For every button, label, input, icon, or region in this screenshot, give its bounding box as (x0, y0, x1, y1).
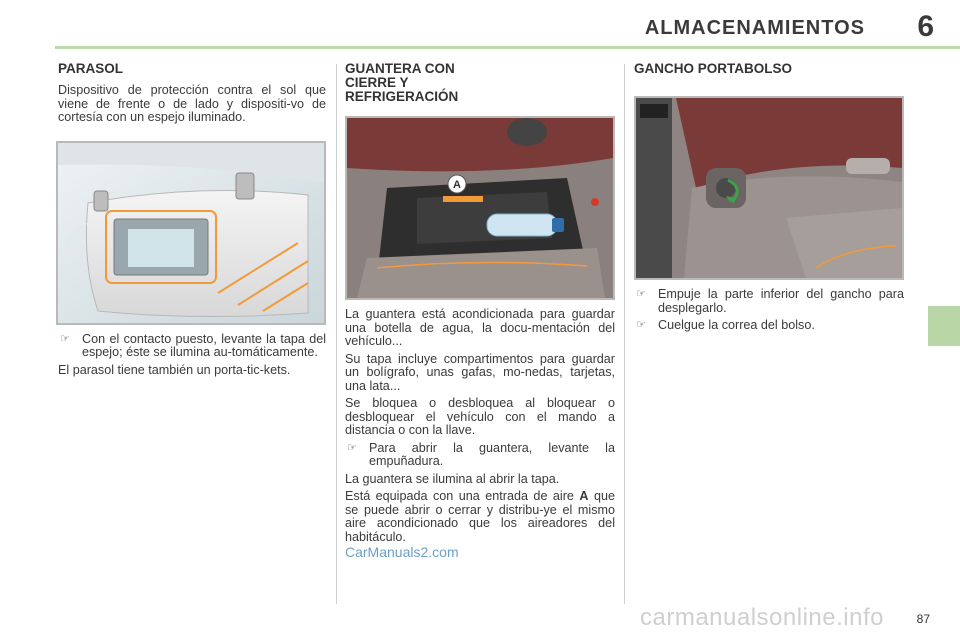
parasol-bullet: ☞ Con el contacto puesto, levante la tapa del espejo; éste se ilumina au-tomáticamente. (60, 331, 326, 359)
glovebox-p4: La guantera se ilumina al abrir la tapa. (345, 471, 560, 486)
glovebox-heading: GUANTERA CON CIERRE Y REFRIGERACIÓN (345, 61, 459, 104)
bag-hook-bullet-1: ☞ Empuje la parte inferior del gancho para desplegarlo. (636, 287, 904, 315)
bag-hook-figure (634, 96, 904, 280)
column-divider-2 (624, 64, 625, 604)
glovebox-bullet: ☞ Para abrir la guantera, levante la empuñadura. (347, 440, 615, 468)
parasol-heading: PARASOL (58, 61, 124, 76)
glovebox-p2: Su tapa incluye compartimentos para guardar un bolígrafo, unas gafas, mo-nedas, tarjetas, una lata... (345, 351, 615, 393)
glovebox-illustration (347, 118, 613, 298)
parasol-outro: El parasol tiene también un porta-tic-kets. (58, 362, 291, 377)
column-divider-1 (336, 64, 337, 604)
chapter-side-tab[interactable] (928, 306, 960, 346)
page-number: 87 (916, 612, 930, 626)
header-title: ALMACENAMIENTOS (644, 17, 865, 39)
sun-visor-figure (56, 141, 326, 325)
footer-watermark: carmanualsonline.info (640, 604, 884, 631)
glovebox-p1: La guantera está acondicionada para guardar una botella de agua, la docu-mentación del vehículo... (345, 307, 615, 348)
glovebox-section (345, 62, 615, 548)
bag-hook-heading: GANCHO PORTABOLSO (634, 61, 792, 76)
bag-hook-bullet-2: ☞ Cuelgue la correa del bolso. (636, 318, 815, 332)
parasol-section (58, 62, 326, 381)
chapter-number: 6 (917, 10, 934, 43)
glovebox-p5: Está equipada con una entrada de aire A que se puede abrir o cerrar y distribu-ye el mismo aire acondicionado que los aireadores del habitáculo. (345, 489, 616, 544)
pointing-hand-icon: ☞ (636, 288, 646, 300)
watermark-link[interactable]: CarManuals2.com (345, 544, 459, 560)
bag-hook-section (634, 62, 904, 337)
bag-hook-illustration (636, 98, 902, 278)
glovebox-figure (345, 116, 615, 300)
pointing-hand-icon: ☞ (636, 319, 646, 331)
air-inlet-label: A (453, 179, 461, 191)
glovebox-p3: Se bloquea o desbloquea al bloquear o desbloquear el vehículo con el mando a distancia o con la llave. (345, 396, 615, 437)
pointing-hand-icon: ☞ (60, 332, 70, 345)
sun-visor-illustration (58, 143, 324, 323)
header-rule (55, 46, 960, 49)
pointing-hand-icon: ☞ (347, 441, 357, 454)
parasol-intro: Dispositivo de protección contra el sol que viene de frente o de lado y dispositi-vo de cortesía con un espejo iluminado. (58, 83, 326, 124)
